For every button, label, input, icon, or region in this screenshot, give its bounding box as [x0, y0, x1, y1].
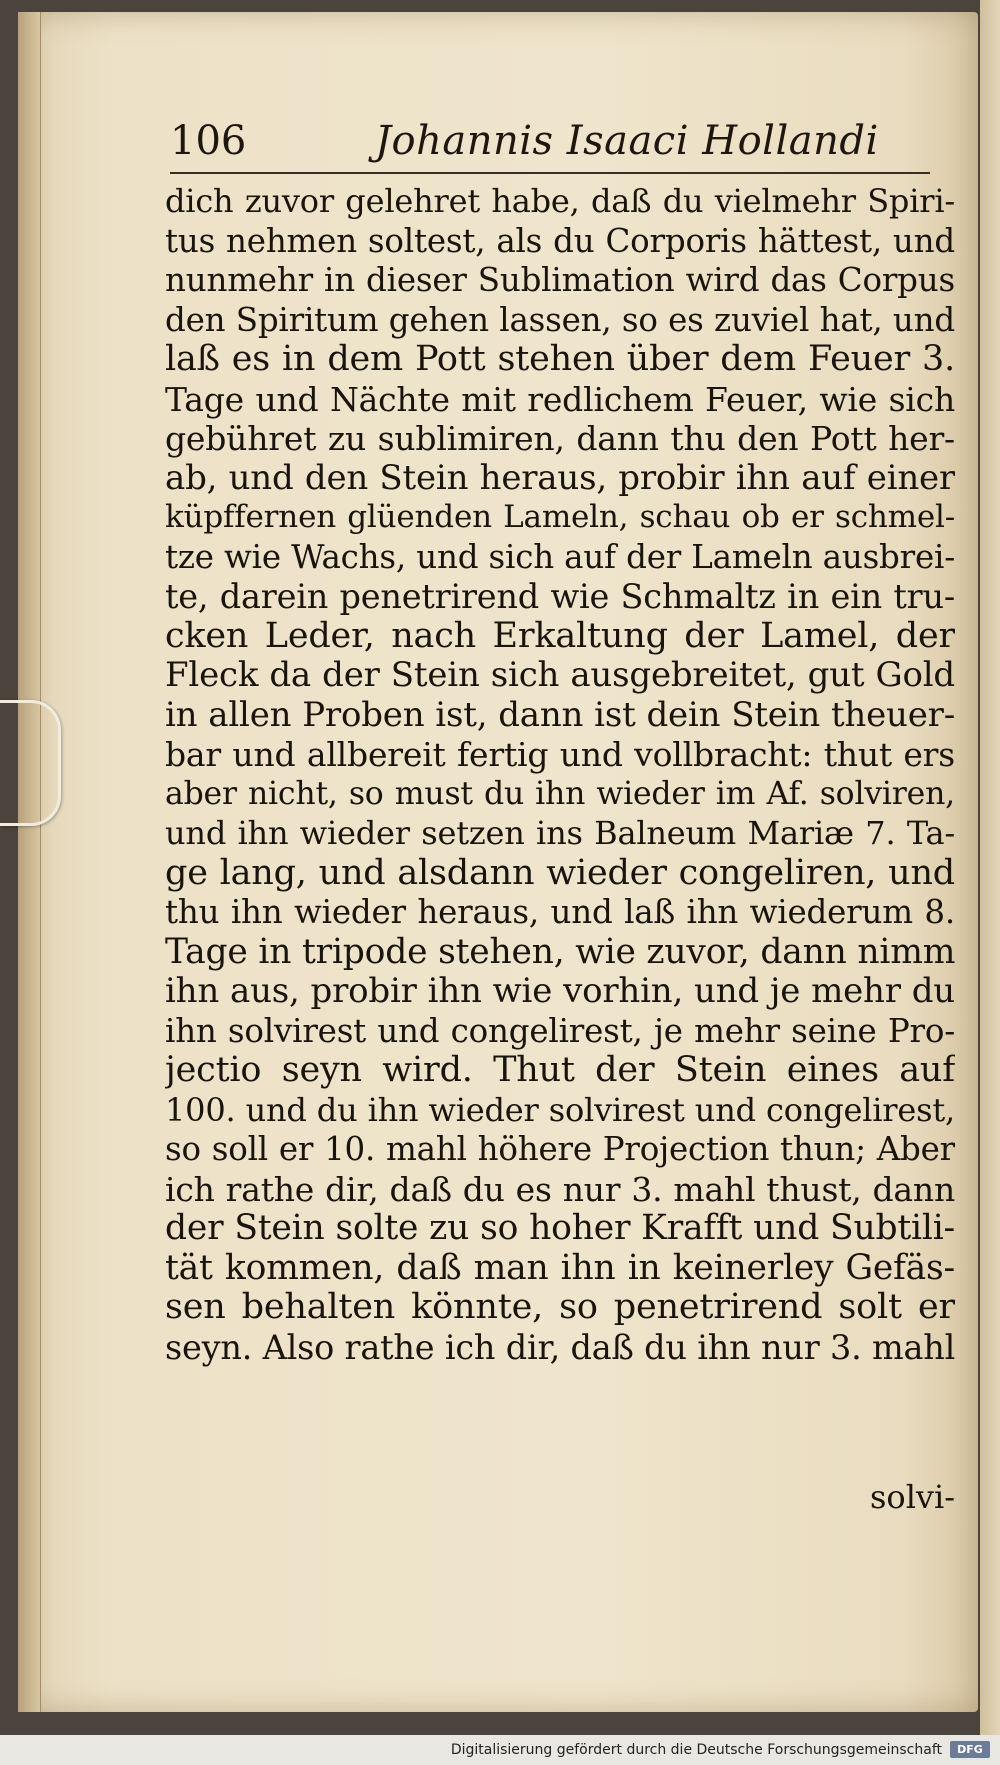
text-line: cken Leder, nach Erkaltung der Lamel, der: [165, 616, 955, 656]
text-line: te, darein penetrirend wie Schmaltz in ein tru-: [165, 577, 955, 616]
text-line: ge lang, und alsdann wieder congeliren, und: [165, 853, 955, 893]
text-line: in allen Proben ist, dann ist dein Stein theuer-: [165, 695, 955, 735]
text-line: tät kommen, daß man ihn in keinerley Gefäs-: [165, 1248, 955, 1288]
text-line: Tage und Nächte mit redlichem Feuer, wie sich: [165, 379, 955, 419]
body-text: [165, 182, 955, 1367]
text-line: so soll er 10. mahl höhere Projection thun; Aber: [165, 1130, 955, 1168]
text-line: thu ihn wieder heraus, und laß ihn wiederum 8.: [165, 893, 955, 931]
text-line: nunmehr in dieser Sublimation wird das Corpus: [165, 261, 955, 299]
text-line: der Stein solte zu so hoher Krafft und Subtili-: [165, 1209, 955, 1248]
text-line: 100. und du ihn wieder solvirest und congelirest,: [165, 1090, 955, 1129]
digitization-footer: [0, 1735, 1000, 1765]
text-line: seyn. Also rathe ich dir, daß du ihn nur 3. mahl: [165, 1327, 955, 1367]
book-clip: [0, 700, 61, 826]
text-line: Fleck da der Stein sich ausgebreitet, gut Gold: [165, 656, 955, 695]
facing-page-edge: [980, 0, 1000, 1765]
funding-credit: Digitalisierung gefördert durch die Deutsche Forschungsgemeinschaft: [450, 1742, 942, 1758]
text-line: küpffernen glüenden Lameln, schau ob er schmel-: [165, 499, 955, 535]
text-line: tus nehmen soltest, als du Corporis hättest, und: [165, 221, 955, 260]
text-line: dich zuvor gelehret habe, daß du vielmehr Spiri-: [165, 182, 955, 220]
text-line: ihn aus, probir ihn wie vorhin, und je mehr du: [165, 972, 955, 1011]
header-rule: [170, 172, 930, 174]
text-line: ich rathe dir, daß du es nur 3. mahl thust, dann: [165, 1169, 955, 1209]
text-line: und ihn wieder setzen ins Balneum Mariæ 7. Ta-: [165, 814, 955, 852]
text-line: bar und allbereit fertig und vollbracht: thut ers: [165, 735, 955, 774]
text-line: aber nicht, so must du ihn wieder im Af. solviren,: [165, 775, 955, 812]
page-number: 106: [170, 118, 247, 164]
page-gutter: [18, 12, 41, 1712]
text-line: den Spiritum gehen lassen, so es zuviel hat, und: [165, 300, 955, 339]
text-line: gebühret zu sublimiren, dann thu den Pott her-: [165, 419, 955, 458]
text-line: ab, und den Stein heraus, probir ihn auf einer: [165, 458, 955, 498]
text-line: Tage in tripode stehen, wie zuvor, dann nimm: [165, 932, 955, 972]
dfg-logo: DFG: [950, 1741, 990, 1758]
text-line: laß es in dem Pott stehen über dem Feuer 3.: [165, 340, 955, 379]
catchword: solvi-: [870, 1478, 956, 1516]
text-line: ihn solvirest und congelirest, je mehr seine Pro-: [165, 1011, 955, 1050]
page-header: [170, 118, 879, 168]
text-line: jectio seyn wird. Thut der Stein eines auf: [165, 1051, 955, 1090]
running-title: Johannis Isaaci Hollandi: [375, 118, 879, 164]
text-line: sen behalten könnte, so penetrirend solt er: [165, 1288, 955, 1327]
text-line: tze wie Wachs, und sich auf der Lameln ausbrei-: [165, 537, 955, 576]
